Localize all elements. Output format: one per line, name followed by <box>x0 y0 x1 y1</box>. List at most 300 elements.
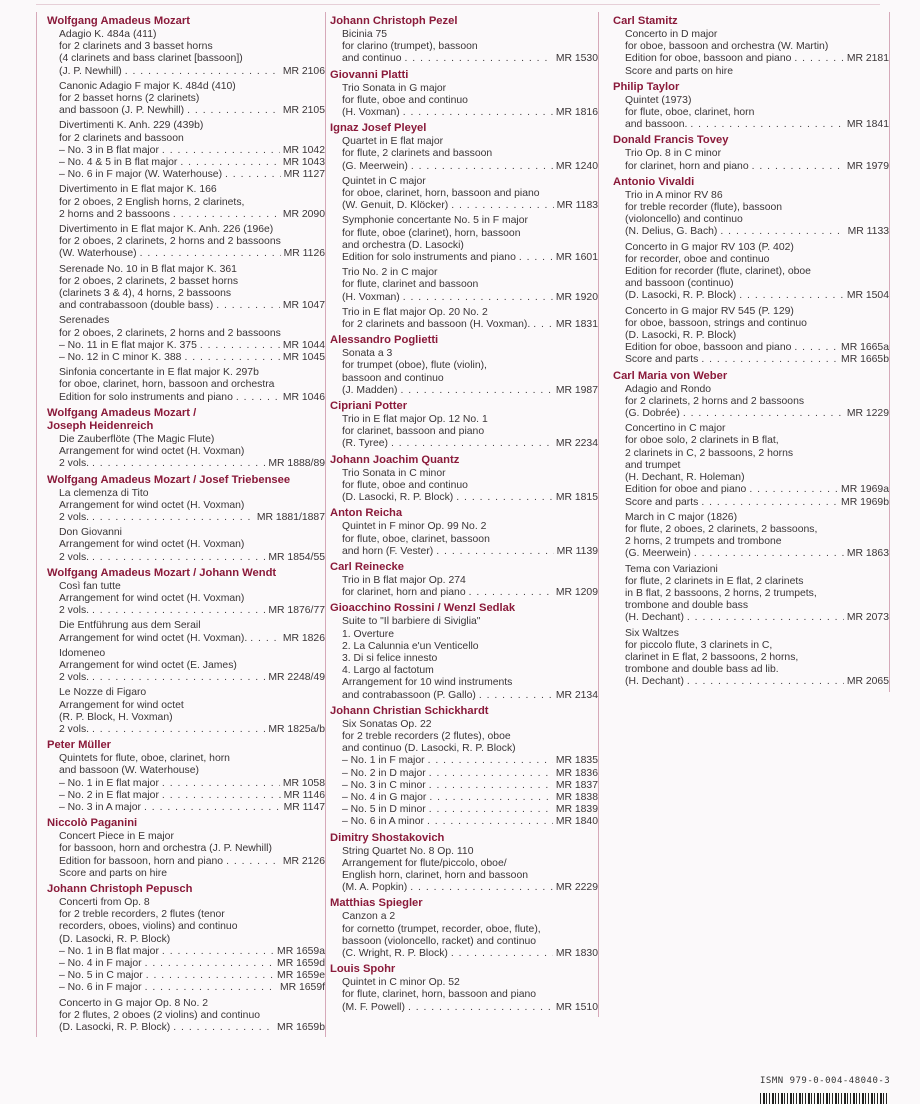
work-line: Arrangement for wind octet (H. Voxman) <box>59 592 245 604</box>
work-line: for clarinet, bassoon and piano <box>342 426 485 438</box>
leader-dots <box>173 209 280 221</box>
work-line-text: Edition for solo instruments and piano <box>342 252 516 264</box>
work-line-text: (W. Waterhouse) <box>59 248 137 260</box>
work-line: and orchestra (D. Lasocki) <box>342 239 464 251</box>
work-entry <box>47 29 325 78</box>
work-line: for flute, 2 clarinets in E flat, 2 clarinets <box>625 575 804 587</box>
work-line: for oboe, bassoon, strings and continuo <box>625 317 807 329</box>
work-entry <box>47 527 325 564</box>
work-entry <box>47 488 325 525</box>
work-line: 2. La Calunnia e'un Venticello <box>342 640 479 652</box>
catalog-number: MR 2105 <box>282 105 325 117</box>
catalog-number: MR 1854/55 <box>268 551 325 563</box>
work-line: Concertino in C major <box>625 423 726 435</box>
work-entry <box>47 264 325 313</box>
work-line-text: 2 vols. <box>59 458 90 470</box>
work-line: (R. P. Block, H. Voxman) <box>59 711 173 723</box>
work-entry <box>613 95 889 132</box>
work-line-text: (H. Dechant) <box>625 676 684 688</box>
barcode <box>760 1093 888 1104</box>
priced-line <box>59 105 325 117</box>
leader-dots <box>687 612 844 624</box>
work-line: for recorder, oboe and continuo <box>625 253 770 265</box>
work-line: (violoncello) and continuo <box>625 214 743 226</box>
catalog-number: MR 1240 <box>555 160 598 172</box>
catalog-number: MR 1042 <box>282 144 325 156</box>
work-entry <box>47 998 325 1035</box>
composer-entry <box>613 370 889 689</box>
work-line: Score and parts on hire <box>625 65 734 77</box>
leader-dots <box>92 458 265 470</box>
work-line-text: (M. A. Popkin) <box>342 882 408 894</box>
catalog-number: MR 1840 <box>555 816 598 828</box>
leader-dots <box>408 1002 553 1014</box>
work-line: Tema con Variazioni <box>625 563 718 575</box>
work-line-text: 2 vols. <box>59 723 90 735</box>
catalog-number: MR 1659e <box>277 970 325 982</box>
priced-line <box>342 107 598 119</box>
priced-line <box>59 352 325 364</box>
priced-line <box>342 161 598 173</box>
work-entry <box>47 897 325 995</box>
catalog-number: MR 1979 <box>846 160 889 172</box>
work-line: Quintet in F minor Op. 99 No. 2 <box>342 521 487 533</box>
composer-entry <box>613 15 889 78</box>
work-entry <box>330 719 598 829</box>
work-line-text: – No. 2 in D major <box>342 767 426 779</box>
leader-dots <box>226 856 280 868</box>
work-line: Die Entführung aus dem Serail <box>59 620 201 632</box>
work-line: Edition for recorder (flute, clarinet), oboe <box>625 266 811 278</box>
leader-dots <box>92 672 265 684</box>
priced-line <box>342 755 598 767</box>
work-line: for flute, oboe (clarinet), horn, bassoon <box>342 227 521 239</box>
leader-dots <box>250 633 280 645</box>
work-line: for trumpet (oboe), flute (violin), <box>342 360 487 372</box>
work-line-text: – No. 1 in E flat major <box>59 777 159 789</box>
work-entry <box>47 81 325 118</box>
work-entry <box>47 831 325 880</box>
leader-dots <box>405 53 553 65</box>
work-entry <box>47 224 325 261</box>
work-line: 3. Di si felice innesto <box>342 652 438 664</box>
work-line: for flute, 2 oboes, 2 clarinets, 2 bassoons, <box>625 523 818 535</box>
leader-dots <box>180 157 279 169</box>
catalog-number: MR 1969a <box>841 484 889 496</box>
composer-entry <box>330 897 598 960</box>
composer-entry <box>330 400 598 451</box>
leader-dots <box>144 802 281 814</box>
work-line-text: – No. 2 in E flat major <box>59 789 159 801</box>
work-line: Arrangement for wind octet (H. Voxman) <box>59 539 245 551</box>
composer-entry <box>47 474 325 564</box>
work-line-text: – No. 11 in E flat major K. 375 <box>59 339 197 351</box>
catalog-number: MR 1139 <box>556 545 598 557</box>
work-entry <box>330 136 598 173</box>
priced-line <box>342 319 598 331</box>
composer-name: Carl Stamitz <box>613 15 678 27</box>
leader-dots <box>451 200 553 212</box>
work-line: and bassoon (W. Waterhouse) <box>59 765 199 777</box>
work-line: Suite to "Il barbiere di Siviglia" <box>342 616 481 628</box>
work-line: for 2 oboes, 2 clarinets, 2 horns and 2 bassoons <box>59 327 281 339</box>
leader-dots <box>436 546 553 558</box>
leader-dots <box>451 948 553 960</box>
catalog-column-1 <box>36 12 326 1037</box>
leader-dots <box>162 790 281 802</box>
work-line-text: (D. Lasocki, R. P. Block) <box>342 492 454 504</box>
work-line-text: – No. 5 in C major <box>59 970 143 982</box>
work-entry <box>330 846 598 895</box>
work-line: for 2 clarinets and bassoon <box>59 132 184 144</box>
leader-dots <box>749 484 838 496</box>
work-line: Six Sonatas Op. 22 <box>342 718 432 730</box>
work-line: Concerto in G major RV 103 (P. 402) <box>625 241 794 253</box>
priced-line <box>59 633 325 645</box>
leader-dots <box>145 958 274 970</box>
leader-dots <box>200 340 280 352</box>
work-line-text: and bassoon. <box>625 119 688 131</box>
leader-dots <box>533 319 553 331</box>
composer-entry <box>330 963 598 1014</box>
priced-line <box>59 724 325 736</box>
work-line-text: (H. Voxman) <box>342 107 400 119</box>
catalog-number: MR 2181 <box>846 53 889 65</box>
catalog-number: MR 1530 <box>555 53 598 65</box>
work-line: Divertimento in E flat major K. Anh. 226 (196e) <box>59 224 274 236</box>
work-line: Canonic Adagio F major K. 484d (410) <box>59 80 236 92</box>
leader-dots <box>720 226 844 238</box>
composer-name: Donald Francis Tovey <box>613 134 729 147</box>
priced-line <box>59 946 325 958</box>
priced-line <box>59 392 325 404</box>
work-entry <box>613 242 889 303</box>
leader-dots <box>469 587 553 599</box>
priced-line <box>59 248 325 260</box>
work-line: trombone and double bass <box>625 600 749 612</box>
composer-name: Wolfgang Amadeus Mozart <box>47 15 190 27</box>
work-line-text: 2 vols. <box>59 511 90 523</box>
composer-name: Alessandro Poglietti <box>330 334 439 347</box>
work-line: for flute, clarinet and bassoon <box>342 279 479 291</box>
priced-line <box>342 768 598 780</box>
work-line: and continuo (D. Lasocki, R. P. Block) <box>342 743 516 755</box>
priced-line <box>342 546 598 558</box>
priced-line <box>59 300 325 312</box>
work-line: Canzon a 2 <box>342 911 396 923</box>
work-line: (D. Lasocki, R. P. Block) <box>625 330 737 342</box>
leader-dots <box>429 768 553 780</box>
work-line: for bassoon, horn and orchestra (J. P. Newhill) <box>59 843 272 855</box>
composer-entry <box>47 15 325 404</box>
priced-line <box>625 676 889 688</box>
composer-name: Matthias Spiegler <box>330 897 423 910</box>
priced-line <box>625 161 889 173</box>
leader-dots <box>403 107 553 119</box>
composer-entry <box>330 454 598 505</box>
work-line-text: – No. 6 in A minor <box>342 816 425 828</box>
work-line-text: 2 horns and 2 bassoons <box>59 208 170 220</box>
work-line: 2 horns, 2 trumpets and trombone <box>625 536 782 548</box>
work-entry <box>47 367 325 404</box>
composer-name: Giovanni Platti <box>330 68 409 81</box>
priced-line <box>625 354 889 366</box>
work-entry <box>613 306 889 367</box>
leader-dots <box>794 53 843 65</box>
work-line-text: Arrangement for wind octet (H. Voxman). <box>59 632 248 644</box>
catalog-number: MR 1146 <box>283 789 325 801</box>
leader-dots <box>92 512 254 524</box>
work-entry <box>330 267 598 304</box>
work-line: for 2 treble recorders (2 flutes), oboe <box>342 730 511 742</box>
work-entry <box>613 512 889 561</box>
work-line-text: – No. 4 in F major <box>59 958 142 969</box>
work-line: Sinfonia concertante in E flat major K. 297b <box>59 367 259 379</box>
catalog-number: MR 1659f <box>279 982 325 994</box>
catalog-number: MR 1665b <box>841 354 889 366</box>
catalog-number: MR 1825a/b <box>268 723 325 735</box>
leader-dots <box>683 408 844 420</box>
catalog-number: MR 1601 <box>555 252 598 264</box>
work-line: for oboe, clarinet, horn, bassoon and orchestra <box>59 379 275 391</box>
composer-entry <box>613 81 889 132</box>
work-line: Trio No. 2 in C major <box>342 267 438 279</box>
work-line-text: – No. 6 in F major (W. Waterhouse) <box>59 169 223 181</box>
catalog-number: MR 1920 <box>555 291 598 303</box>
leader-dots <box>92 724 265 736</box>
composer-entry <box>330 69 598 120</box>
priced-line <box>59 458 325 470</box>
priced-line <box>625 119 889 131</box>
work-line-text: (W. Genuit, D. Klöcker) <box>342 200 449 212</box>
work-line: Trio in B flat major Op. 274 <box>342 574 466 586</box>
work-entry <box>47 120 325 181</box>
priced-line <box>59 169 325 181</box>
work-entry <box>47 184 325 221</box>
work-line: and bassoon (continuo) <box>625 278 734 290</box>
composer-entry <box>330 561 598 599</box>
work-line: 2 clarinets in C, 2 bassoons, 2 horns <box>625 447 794 459</box>
work-line: Quartet in E flat major <box>342 136 444 148</box>
work-line: for flute, oboe and continuo <box>342 94 468 106</box>
work-line-text: for clarinet, horn and piano <box>625 160 749 172</box>
leader-dots <box>411 161 553 173</box>
priced-line <box>342 882 598 894</box>
work-line: for flute, oboe, clarinet, horn <box>625 107 755 119</box>
catalog-number: MR 1043 <box>282 157 325 169</box>
composer-entry <box>330 122 598 331</box>
leader-dots <box>216 300 280 312</box>
work-line: Arrangement for wind octet (H. Voxman) <box>59 499 245 511</box>
leader-dots <box>429 780 553 792</box>
catalog-number: MR 1058 <box>282 777 325 789</box>
work-line-text: Edition for oboe, bassoon and piano <box>625 342 792 354</box>
catalog-number: MR 1826 <box>282 632 325 644</box>
composer-name: Carl Maria von Weber <box>613 369 728 382</box>
work-entry <box>47 648 325 685</box>
work-entry <box>330 215 598 264</box>
work-entry <box>47 620 325 644</box>
leader-dots <box>162 946 274 958</box>
priced-line <box>342 292 598 304</box>
work-entry <box>613 190 889 239</box>
work-line-text: 2 vols. <box>59 605 90 617</box>
work-line: (D. Lasocki, R. P. Block) <box>59 933 171 945</box>
work-line-text: for 2 clarinets and bassoon (H. Voxman). <box>342 319 531 331</box>
work-entry <box>330 616 598 701</box>
catalog-number: MR 1659a <box>277 945 325 957</box>
work-line: Trio in E flat major Op. 12 No. 1 <box>342 414 488 426</box>
work-line-text: – No. 6 in F major <box>59 982 142 994</box>
leader-dots <box>687 676 844 688</box>
composer-entry <box>47 883 325 1034</box>
catalog-number: MR 1133 <box>847 226 889 238</box>
priced-line <box>342 1002 598 1014</box>
work-entry <box>330 83 598 120</box>
leader-dots <box>92 605 265 617</box>
catalog-number: MR 1841 <box>846 119 889 131</box>
leader-dots <box>752 161 844 173</box>
work-line: (clarinets 3 & 4), 4 horns, 2 bassoons <box>59 288 232 300</box>
priced-line <box>625 484 889 496</box>
priced-line <box>59 802 325 814</box>
work-line: for clarino (trumpet), bassoon <box>342 41 478 53</box>
work-line-text: (C. Wright, R. P. Block) <box>342 947 448 959</box>
work-line-text: and bassoon (J. P. Newhill) <box>59 105 185 117</box>
work-entry <box>47 434 325 471</box>
work-line: Trio in E flat major Op. 20 No. 2 <box>342 306 488 318</box>
priced-line <box>59 512 325 524</box>
catalog-number: MR 1504 <box>846 290 889 302</box>
work-line-text: Score and parts <box>625 496 699 508</box>
work-line: for treble recorder (flute), bassoon <box>625 202 783 214</box>
composer-name: Johann Christoph Pezel <box>330 15 458 27</box>
leader-dots <box>187 105 280 117</box>
work-line-text: Edition for solo instruments and piano <box>59 391 233 403</box>
work-entry <box>330 911 598 960</box>
work-line: for 2 basset horns (2 clarinets) <box>59 93 200 105</box>
work-line-text: (H. Dechant) <box>625 612 684 624</box>
work-line: and trumpet <box>625 459 681 471</box>
catalog-number: MR 2134 <box>555 689 598 701</box>
work-line: Bicinia 75 <box>342 29 388 40</box>
leader-dots <box>403 292 553 304</box>
catalog-number: MR 1836 <box>555 767 598 779</box>
priced-line <box>59 970 325 982</box>
work-line: Arrangement for wind octet <box>59 699 184 711</box>
composer-entry <box>47 817 325 880</box>
composer-name: Carl Reinecke <box>330 560 405 573</box>
catalog-number: MR 2234 <box>555 438 598 450</box>
work-line: Concerto in G major Op. 8 No. 2 <box>59 997 208 1009</box>
work-line-text: (M. F. Powell) <box>342 1001 405 1013</box>
composer-name: Antonio Vivaldi <box>613 175 695 188</box>
work-line: La clemenza di Tito <box>59 487 149 499</box>
work-line-text: (D. Lasocki, R. P. Block) <box>59 1022 171 1034</box>
work-line-text: – No. 4 in G major <box>342 791 427 803</box>
work-line: English horn, clarinet, horn and bassoon <box>342 869 528 881</box>
catalog-number: MR 1881/1887 <box>256 511 325 523</box>
work-line: for flute, clarinet, horn, bassoon and piano <box>342 989 537 1001</box>
work-line: Così fan tutte <box>59 580 121 592</box>
priced-line <box>625 548 889 560</box>
composer-entry <box>330 602 598 701</box>
composer-entry <box>330 334 598 397</box>
catalog-number: MR 1987 <box>555 384 598 396</box>
leader-dots <box>400 385 552 397</box>
work-line: for 2 clarinets and 3 basset horns <box>59 41 213 53</box>
catalog-column-3 <box>603 12 890 692</box>
work-line: for 2 clarinets, 2 horns and 2 bassoons <box>625 395 805 407</box>
leader-dots <box>427 816 553 828</box>
composer-name: Wolfgang Amadeus Mozart / Joseph Heidenreich <box>47 406 197 432</box>
work-line-text: Score and parts <box>625 354 699 366</box>
priced-line <box>59 340 325 352</box>
work-line: bassoon (violoncello, racket) and continuo <box>342 935 537 947</box>
composer-name: Gioacchino Rossini / Wenzl Sedlak <box>330 602 516 615</box>
priced-line <box>59 856 325 868</box>
catalog-number: MR 1659d <box>277 958 325 969</box>
work-line-text: – No. 3 in A major <box>59 801 142 813</box>
work-line-text: Edition for oboe, bassoon and piano <box>625 53 792 65</box>
priced-line <box>342 792 598 804</box>
leader-dots <box>410 882 553 894</box>
catalog-number: MR 2073 <box>846 612 889 624</box>
leader-dots <box>739 290 844 302</box>
leader-dots <box>236 392 280 404</box>
work-line: for 2 oboes, 2 English horns, 2 clarinets, <box>59 196 245 208</box>
work-line-text: (N. Delius, G. Bach) <box>625 226 718 238</box>
composer-entry <box>47 739 325 814</box>
composer-entry <box>613 176 889 367</box>
leader-dots <box>225 169 281 181</box>
work-line: for 2 oboes, 2 clarinets, 2 horns and 2 bassoons <box>59 236 281 248</box>
composer-entry <box>330 705 598 829</box>
ismn-number: ISMN 979-0-004-48040-3 <box>760 1076 891 1086</box>
work-line-text: – No. 3 in C minor <box>342 779 426 791</box>
composer-name: Johann Christoph Pepusch <box>47 882 193 895</box>
priced-line <box>625 497 889 509</box>
work-line-text: (G. Meerwein) <box>625 548 691 560</box>
work-line: Concerto in G major RV 545 (P. 129) <box>625 305 794 317</box>
work-entry <box>330 348 598 397</box>
work-line: for flute, 2 clarinets and bassoon <box>342 148 493 160</box>
work-line-text: (J. P. Newhill) <box>59 65 122 77</box>
leader-dots <box>690 119 843 131</box>
leader-dots <box>701 354 838 366</box>
catalog-number: MR 1127 <box>283 169 325 181</box>
work-entry <box>613 384 889 421</box>
work-line: for oboe solo, 2 clarinets in B flat, <box>625 435 779 447</box>
work-line: Sonata a 3 <box>342 348 393 360</box>
composer-name: Wolfgang Amadeus Mozart / Johann Wendt <box>47 566 277 579</box>
work-entry <box>330 176 598 213</box>
work-line-text: – No. 4 & 5 in B flat major <box>59 157 178 169</box>
work-line: Symphonie concertante No. 5 in F major <box>342 215 528 227</box>
priced-line <box>625 342 889 354</box>
leader-dots <box>125 66 280 78</box>
leader-dots <box>92 552 265 564</box>
work-line-text: for clarinet, horn and piano <box>342 587 466 599</box>
composer-name: Louis Spohr <box>330 963 396 976</box>
work-line: Arrangement for wind octet (H. Voxman) <box>59 446 245 458</box>
leader-dots <box>794 342 838 354</box>
priced-line <box>59 605 325 617</box>
work-line: 4. Largo al factotum <box>342 665 434 677</box>
work-line: Divertimento in E flat major K. 166 <box>59 184 217 196</box>
top-rule <box>36 0 880 5</box>
work-line: Quintet (1973) <box>625 94 692 106</box>
